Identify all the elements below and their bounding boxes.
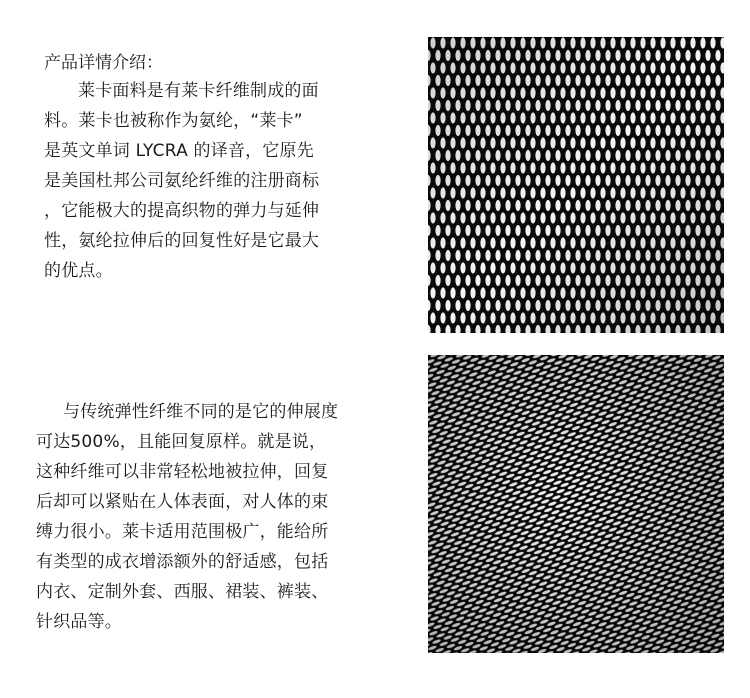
paragraph-line: 有类型的成衣增添额外的舒适感，包括 [36, 552, 329, 572]
lycra-properties-section [36, 397, 398, 637]
paragraph-line: 后却可以紧贴在人体表面，对人体的束 [36, 492, 329, 512]
lycra-intro-paragraph [44, 76, 394, 286]
mesh-fabric-image [428, 355, 724, 653]
mesh-fabric-image [428, 37, 724, 333]
paragraph-line: 与传统弹性纤维不同的是它的伸展度 [63, 402, 339, 422]
paragraph-line: 料。莱卡也被称作为氨纶，“莱卡” [44, 111, 303, 131]
paragraph-line: 缚力很小。莱卡适用范围极广，能给所 [36, 522, 329, 542]
paragraph-line: 是英文单词 LYCRA 的译音，它原先 [44, 141, 314, 161]
paragraph-line: 的优点。 [44, 261, 113, 281]
paragraph-line: 内衣、定制外套、西服、裙装、裤装、 [36, 582, 329, 602]
paragraph-line: 莱卡面料是有莱卡纤维制成的面 [78, 81, 319, 101]
product-details-heading: 产品详情介绍： [44, 53, 163, 73]
lycra-properties-paragraph [36, 397, 398, 637]
paragraph-line: 可达500%，且能回复原样。就是说， [36, 432, 327, 452]
paragraph-line: 这种纤维可以非常轻松地被拉伸，回复 [36, 462, 329, 482]
paragraph-line: 是美国杜邦公司氨纶纤维的注册商标 [44, 171, 320, 191]
paragraph-line: 针织品等。 [36, 612, 122, 632]
paragraph-line: ，它能极大的提高织物的弹力与延伸 [44, 201, 320, 221]
paragraph-line: 性，氨纶拉伸后的回复性好是它最大 [44, 231, 320, 251]
mesh-fabric-photo-top [428, 37, 724, 333]
product-description-section [44, 50, 394, 286]
mesh-fabric-photo-bottom [428, 355, 724, 653]
